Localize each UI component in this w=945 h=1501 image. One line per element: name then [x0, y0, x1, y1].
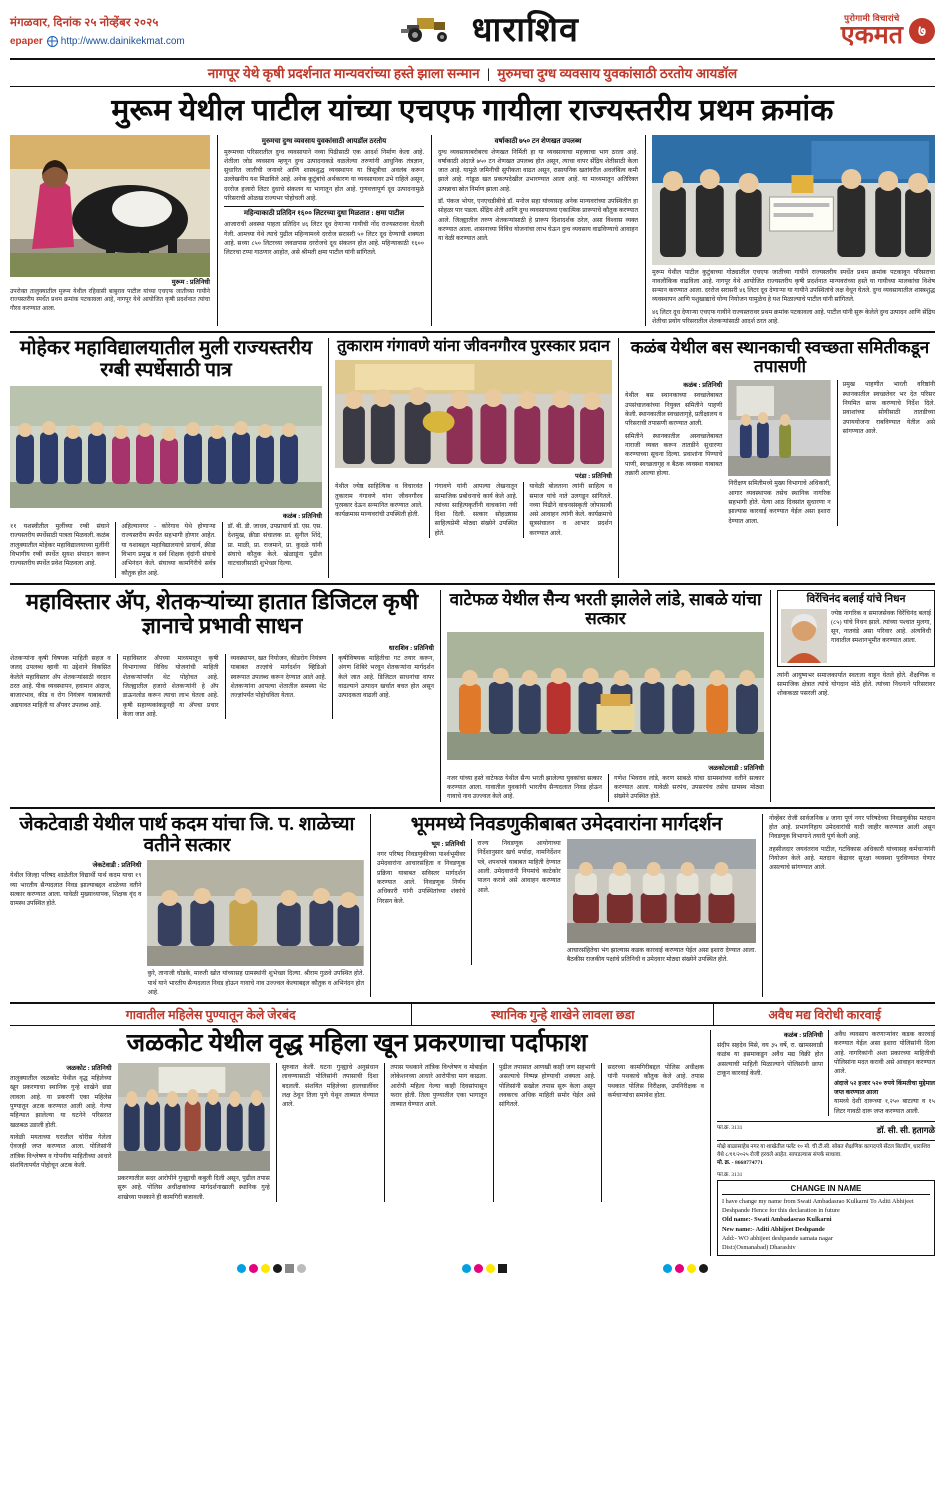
lead-headline: मुरूम येथील पाटील यांच्या एचएफ गायीला राज्यस्तरीय प्रथम क्रमांक	[111, 94, 834, 127]
registration-mark	[249, 1264, 258, 1273]
liquor-byline: कळंब : प्रतिनिधी	[783, 1032, 823, 1040]
registration-mark	[297, 1264, 306, 1273]
globe-icon	[47, 36, 58, 47]
lead-photo-byline: मुरूम : प्रतिनिधी	[171, 278, 210, 286]
registration-mark	[498, 1264, 507, 1273]
row-4	[10, 809, 935, 1004]
story-award	[328, 338, 618, 577]
lead-photo	[10, 135, 210, 277]
ad-block-1	[717, 1121, 935, 1136]
name-change-body: I have change my name from Swati Ambadasrao Kulkarni To Aditi Abhijeet Deshpande Hence for this declaration in future	[722, 1198, 914, 1215]
lead-secondary-photo	[652, 135, 935, 265]
registration-mark	[663, 1264, 672, 1273]
liquor-col1: संदीप सहदेव मिसे, वय ३५ वर्षे, रा. खामसवाडी कळंब या इसमाकडून अवैध मद्य विक्री होत असल्याची माहिती मिळाल्याने पोलिसांनी छापा टाकून कारवाई केली.	[717, 1042, 823, 1078]
row4-right-column	[762, 814, 935, 997]
right-rail	[710, 1030, 935, 1256]
parth-byline: जेकटेवाडी : प्रतिनिधी	[92, 862, 142, 870]
murder-col4: तपास पथकाने तांत्रिक विश्लेषण व मोबाईल लोकेशनच्या आधारे आरोपीचा माग काढला. आरोपी महिला गेल्या काही दिवसांपासून फरार होती. तिला पुण्यातील एका भागातून ताब्यात घेण्यात आले.	[390, 1064, 487, 1109]
color-registration-bar	[10, 1260, 935, 1273]
epaper-label: epaper	[10, 35, 43, 47]
masthead	[10, 6, 935, 60]
lead-col1-p1: मुरूमच्या परिसरातील दुग्ध व्यवसायाने नव्या पिढीसाठी एक आदर्श निर्माण केला आहे. शेतीला जोड व्यवसाय म्हणून दुग्ध उत्पादनाकडे वळलेल्या तरुणांनी आधुनिक तंत्रज्ञान, सुधारित जातीची जनावरे आणि शास्त्रशुद्ध व्यवस्थापन या त्रिसूत्रीचा अवलंब करून उल्लेखनीय यश मिळविले आहे. अनेक कुटुंबांचे अर्थकारण या व्यवसायावर उभे राहिले असून, दररोज हजारो लिटर दुधाचे संकलन या भागातून होत आहे. गुणवत्तापूर्ण दूध उत्पादनामुळे परिसराची ओळख राज्यभर पोहोचली आहे.	[224, 148, 424, 203]
ad3-ref: फा.क्र. 3131	[717, 1172, 743, 1179]
page-number-badge: ७	[909, 18, 935, 44]
rugby-col1: अहिल्यानगर - कोरेगाव येथे होणाऱ्या राज्यस्तरीय स्पर्धेत सहभागी होणार आहेत. या यशाबद्दल महाविद्यालयाचे प्राचार्य, क्रीडा विभाग प्रमुख व सर्व शिक्षक वृंदांनी संघाचे अभिनंदन केले. संघाच्या कामगिरीचे सर्वत्र कौतुक होत आहे.	[121, 523, 216, 577]
strip-left: गावातील महिलेस पुण्यातून केले जेरबंद	[125, 1008, 296, 1023]
award-caption: येथील ज्येष्ठ साहित्यिक व विचारवंत तुकाराम गंगावणे यांना जीवनगौरव पुरस्कार देऊन सन्मानित करण्यात आले. कार्यक्रमास मान्यवरांची उपस्थिती होती.	[335, 483, 423, 519]
liquor-col2: अवैध व्यवसाय करणाऱ्यांवर कडक कारवाई करण्यात येईल असा इशारा पोलिसांनी दिला आहे. नागरिकांनी अशा प्रकारच्या माहितीची पोलिसांना मदत करावी असे आवाहन करण्यात आले.	[834, 1031, 935, 1076]
busstand-photo	[728, 380, 830, 476]
rugby-photo	[10, 386, 322, 508]
mahavistar-col2: महाविस्तार अ‍ॅपच्या माध्यमातून कृषी विभागाच्या विविध योजनांची माहिती शेतकऱ्यांपर्यंत थेट पोहोचत आहे. जिल्ह्यातील हजारो शेतकऱ्यांनी हे अ‍ॅप डाऊनलोड करून त्याचा लाभ घेतला आहे. कृषी सहाय्यकांकडूनही या अ‍ॅपचा प्रचार केला जात आहे.	[122, 655, 219, 718]
lead-col1-p2: आजाराची अवस्था पाहता प्रतिदिन ४६ लिटर दूध देणाऱ्या गायीची नोंद राज्यस्तरावर घेतली गेली. आमच्या येथे त्याचे पुढील महिन्यामध्ये दररोज सरासरी ५० लिटर दूध देण्याची शक्यता आहे. सध्या ८५० लिटरच्या जवळपास दररोजचे दूध संकलन होत आहे. महिन्याकाठी १६०० लिटरचा टप्पा गाठणार आहोत, असे श्रीमती क्षमा पाटील यांनी सांगितले.	[224, 221, 424, 257]
lead-body	[10, 135, 935, 327]
lead-col-1	[217, 135, 424, 327]
top-teaser-strip	[10, 60, 935, 87]
murder-photo	[118, 1063, 270, 1171]
name-change-notice	[717, 1180, 935, 1256]
story-busstand	[618, 338, 935, 577]
registration-mark	[699, 1264, 708, 1273]
name-change-dist: Dist:(Osmanabad) Dharashiv	[722, 1243, 796, 1251]
teaser-left: नागपूर येथे कृषी प्रदर्शनात मान्यवरांच्या हस्ते झाला सन्मान	[207, 66, 480, 81]
rugby-byline: कळंब : प्रतिनिधी	[282, 513, 322, 521]
army-byline: जळकोटवाडी : प्रतिनिधी	[708, 764, 764, 772]
award-byline: परंडा : प्रतिनिधी	[575, 473, 612, 481]
story-mahavistar	[10, 590, 440, 802]
lead-sub-1: मुरुमचा दुग्ध व्यवसाय युवकांसाठी आयडॉल ठरतोय	[261, 136, 387, 145]
parth-headline: जेकटेवाडी येथील पार्थ कदम यांचा जि. प. शाळेच्या वतीने सत्कार	[19, 813, 355, 857]
mahavistar-col3: व्यवस्थापन, खत नियोजन, कीडरोग नियंत्रण याबाबत तज्ज्ञांचे मार्गदर्शन व्हिडिओ स्वरूपात उपलब्ध करून देण्यात आले आहे. शेतकऱ्यांना आपल्या शेतातील समस्या थेट तज्ज्ञांपर्यंत पोहोचविता येतात.	[230, 655, 327, 700]
registration-mark	[237, 1264, 246, 1273]
army-col1: नजर यांच्या हस्ते वाटेफळ येथील सैन्य भरती झालेल्या युवकांचा सत्कार करण्यात आला. गावातील युवकांनी भारतीय सैन्यदलात निवड होऊन गावाचे नाव उज्ज्वल केले आहे.	[447, 774, 602, 801]
army-headline: वाटेफळ येथील सैन्य भरती झालेले लांडे, साबळे यांचा सत्कार	[449, 589, 762, 628]
tractor-icon	[401, 13, 459, 48]
registration-mark	[474, 1264, 483, 1273]
mahavistar-col4: कृषीविषयक माहितीचा गट तयार करून, अंगण शिबिरे भरवून शेतकऱ्यांना मार्गदर्शन केले जात आहे. डिजिटल साधनांचा वापर वाढल्याने उत्पादन खर्चात बचत होत असून उत्पादकता वाढली आहे.	[338, 655, 434, 700]
award-headline: तुकाराम गंगावणे यांना जीवनगौरव पुरस्कार प्रदान	[337, 338, 610, 356]
lead-col3-p1: मुरूम येथील पाटील कुटुंबाच्या गोठ्यातील एचएफ जातीच्या गायीने राज्यस्तरीय स्पर्धेत प्रथम क्रमांक पटकावून परिसराचा नावलौकिक वाढविला आहे. नागपूर येथे आयोजित राज्यस्तरीय कृषी प्रदर्शनात मान्यवरांच्या हस्ते या गायीच्या मालकांचा विशेष सन्मान करण्यात आला. दररोज सरासरी ४६ लिटर दूध देणाऱ्या या गायीने उपस्थितांचे लक्ष वेधून घेतले. दुग्ध व्यवसायातील शास्त्रशुद्ध व्यवस्थापन आणि पशुखाद्याचे योग्य नियोजन यामुळेच हे यश मिळाल्याचे पाटील यांनी सांगितले.	[652, 268, 935, 304]
busstand-col2: निरीक्षण समितीमध्ये मुख्य विभागाचे अधिकारी, आगार व्यवस्थापक तसेच स्थानिक नागरिक सहभागी होते. येत्या आठ दिवसांत सुधारणा न झाल्यास कारवाई करण्यात येईल असा इशारा देण्यात आला.	[728, 480, 831, 525]
rugby-caption: ११ यशस्वीतील मुलींच्या रग्बी संघाने राज्यस्तरीय स्पर्धेसाठी पात्रता मिळवली. कळंब तालुक्यातील मोहेकर महाविद्यालयाच्या मुलींनी विभागीय रग्बी स्पर्धेत सुयश संपादन करून राज्यस्तरीय स्पर्धेत प्रवेश मिळवला आहे.	[10, 523, 110, 568]
liquor-seized-label: अंदाजे ५२ हजार ५२० रुपये किंमतीचा मुद्देमाल जप्त करण्यात आला	[834, 1079, 935, 1096]
obituary-headline: विरेंचिनंद बलाई यांचे निधन	[806, 593, 906, 605]
lead-photo-caption: उपरोक्त तालुक्यातील मुरूम येथील रहिवासी बाबुराव पाटील यांच्या एचएफ जातीच्या गायीने राज्यस्तरीय स्पर्धेत प्रथम क्रमांक पटकावला आहे, नागपूर येथे आयोजित कृषी प्रदर्शनात त्यांचा गौरव करण्यात आला.	[10, 288, 210, 312]
registration-mark	[687, 1264, 696, 1273]
teaser-right: मुरुमचा दुग्ध व्यवसाय युवकांसाठी ठरतोय आयडॉल	[497, 66, 738, 81]
bhoom-byline: भूम : प्रतिनिधी	[431, 841, 466, 849]
name-change-address: Add:- WO abhijeet deshpande samata nagar	[722, 1234, 833, 1242]
busstand-col3: प्रमुख पाहणीत भारती वरिष्ठांनी स्थानकातील स्वच्छतेवर भर देत परिसर नियमित साफ करण्याचे निर्देश दिले. प्रवाशांच्या सोयीसाठी तातडीच्या उपाययोजना राबविण्यात येतील असे सांगण्यात आले.	[842, 381, 935, 435]
lead-sub-2: महिन्याकाठी प्रतिदिन १६०० लिटरच्या दुधा मिळतात : क्षमा पाटील	[224, 206, 424, 218]
busstand-col1: समितीने स्थानकातील अस्वच्छतेबाबत नाराजी व्यक्त करून तातडीने सुधारणा करण्याच्या सूचना दिल्या. प्रवाशांना पिण्याचे पाणी, स्वच्छतागृह व बैठक व्यवस्था याबाबत तक्रारी आल्या होत्या.	[625, 432, 723, 477]
strip-mid: स्थानिक गुन्हे शाखेने लावला छडा	[491, 1008, 635, 1023]
row4-right-col1: नोव्हेंबर रोजी सार्वजनिक ४ जागा पूर्ण नगर परिषदेच्या निवडणुकीस मतदान होत आहे. प्रभागनिहाय उमेदवारांची यादी जाहीर करण्यात आली असून निवडणूक विभागाने तयारी पूर्ण केली आहे.	[769, 814, 935, 841]
story-murder-case	[10, 1030, 710, 1256]
masthead-left	[10, 15, 245, 47]
obituary-col2: त्यांनी आयुष्यभर समाजकार्यात स्वतःला वाहून घेतले होते. शैक्षणिक व सामाजिक क्षेत्रात त्यांचे योगदान मोठे होते. त्यांच्या निधनाने परिसरावर शोककळा पसरली आहे.	[777, 671, 935, 698]
masthead-right	[735, 13, 935, 48]
obituary-col1: ज्येष्ठ नागरिक व समाजसेवक विरेंचिनंद बलाई (८५) यांचे निधन झाले. त्यांच्या पश्चात मुलगा, सून, नातवंडे असा परिवार आहे. अंत्यविधी गावातील स्मशानभूमीत करण्यात आला.	[831, 609, 931, 645]
story-obituary	[770, 590, 935, 802]
bhoom-headline: भूममध्ये निवडणुकीबाबत उमेदवारांना मार्गदर्शन	[410, 813, 723, 835]
lead-photo-block	[10, 135, 210, 327]
rugby-headline: मोहेकर महाविद्यालयातील मुली राज्यस्तरीय रग्बी स्पर्धेसाठी पात्र	[19, 338, 313, 382]
story-parth-kadam	[10, 814, 370, 997]
epaper-link[interactable]	[10, 36, 245, 47]
bhoom-col3: आचारसंहितेचा भंग झाल्यास कडक कारवाई करण्यात येईल असा इशारा देण्यात आला. बैठकीस राजकीय पक्षांचे प्रतिनिधी व उमेदवार मोठ्या संख्येने उपस्थित होते.	[566, 947, 756, 964]
lead-col2-p1b: दुग्ध व्यवसायाबरोबरच शेणखत निर्मिती हा या व्यवसायाचा महत्त्वाचा भाग ठरला आहे. वर्षाकाठी अंदाजे ७५० टन शेणखत उपलब्ध होत असून, त्याचा वापर सेंद्रिय शेतीसाठी केला जात आहे. यामुळे जमिनीची सुपीकता वाढत असून, रासायनिक खतांवरील अवलंबित्व कमी झाले आहे. गांडूळ खत प्रकल्पदेखील उभारण्यात आला आहे. या माध्यमातून अतिरिक्त उत्पन्नाचा स्रोत निर्माण झाला आहे.	[438, 148, 638, 193]
lead-col-3	[645, 135, 935, 327]
name-change-title: CHANGE IN NAME	[722, 1184, 930, 1195]
obituary-photo	[781, 609, 827, 663]
award-photo	[335, 360, 612, 468]
registration-mark	[486, 1264, 495, 1273]
lead-col3-p2: ४६ लिटर दूध देणाऱ्या एचएफ गायीने राज्यस्तरावर प्रथम क्रमांक पटकावला आहे. पाटील यांनी सुरू केलेले दुग्ध उत्पादन आणि सेंद्रिय शेतीचा प्रयोग परिसरातील शेतकऱ्यांसाठी आदर्श ठरत आहे.	[652, 308, 935, 326]
registration-mark	[675, 1264, 684, 1273]
lead-sub-4: वर्षाकाठी ७५० टन शेणखत उपलब्ध	[494, 136, 582, 145]
murder-col1: तालुक्यातील जळकोट येथील वृद्ध महिलेच्या खून प्रकरणाचा स्थानिक गुन्हे शाखेने छडा लावला आहे. या प्रकरणी एका महिलेस पुण्यातून अटक करण्यात आली आहे. गेल्या महिन्यात झालेल्या या घटनेने परिसरात खळबळ उडाली होती.	[10, 1075, 112, 1129]
name-change-new: New name:- Aditi Abhijeet Deshpande	[722, 1225, 825, 1233]
ad1-name: डॉ. सी. सी. हतागळे	[876, 1124, 935, 1135]
publication-date: मंगळवार, दिनांक २५ नोव्हेंबर २०२५	[10, 16, 159, 29]
mahavistar-headline: महाविस्तार अ‍ॅप, शेतकऱ्यांच्या हातात डिजिटल कृषी ज्ञानाचे प्रभावी साधन	[25, 588, 419, 639]
story-bhoom-election	[370, 814, 762, 997]
busstand-byline: कळंब : प्रतिनिधी	[683, 382, 723, 390]
lead-story	[10, 94, 935, 333]
ad-block-2	[717, 1140, 935, 1167]
ad1-ref: फा.क्र. 3131	[717, 1124, 743, 1131]
busstand-caption: येथील बस स्थानकाच्या स्वच्छतेबाबत उपसंचालकांच्या नियुक्त समितीने पाहणी केली. स्थानकातील स्वच्छतागृहे, प्रतीक्षालय व परिसराची तपासणी करण्यात आली.	[625, 392, 723, 428]
murder-col3: सुरुवात केली. घटना गुन्ह्याचे अनुसंधान लावण्यासाठी पोलिसांनी तपासाची दिशा बदलली. संशयित महिलेच्या हालचालींवर लक्ष ठेवून तिला पुणे येथून ताब्यात घेण्यात आले.	[281, 1064, 379, 1109]
registration-mark	[273, 1264, 282, 1273]
mahavistar-col1: शेतकऱ्यांना कृषी विषयक माहिती सहज व जलद उपलब्ध व्हावी या उद्देशाने विकसित केलेले महाविस्तार अ‍ॅप शेतकऱ्यांसाठी वरदान ठरत आहे. पीक व्यवस्थापन, हवामान अंदाज, बाजारभाव, कीड व रोग नियंत्रण याबाबतची अद्ययावत माहिती या अ‍ॅपवर उपलब्ध आहे.	[10, 655, 111, 709]
murder-col5: पुढील तपासात आणखी काही जण सहभागी असल्याचे निष्पन्न होण्याची शक्यता आहे. पोलिसांनी सखोल तपास सुरू केला असून लवकरच अधिक माहिती समोर येईल असे सांगितले.	[498, 1064, 596, 1109]
ad2-phone: मो. क्र. - 8668774771	[717, 1159, 763, 1166]
murder-headline: जळकोट येथील वृद्ध महिला खून प्रकरणाचा पर्दाफाश	[126, 1030, 588, 1058]
name-change-old: Old name:- Swati Ambadasrao Kulkarni	[722, 1216, 832, 1224]
epaper-url[interactable]: http://www.dainikekmat.com	[60, 35, 185, 47]
story-rugby	[10, 338, 328, 577]
row-5-strip	[10, 1004, 935, 1026]
strip-right: अवैध मद्य विरोधी कारवाई	[768, 1008, 881, 1023]
rugby-col2: डॉ. बी. डी. जाधव, उपप्राचार्य डॉ. एस. एस. देशमुख, क्रीडा संचालक प्रा. सुनील शिंदे, प्रा. माळी, प्रा. राजमाने, प्रा. कुदळे यांनी संघाचे कौतुक केले. खेळाडूंना पुढील वाटचालीसाठी शुभेच्छा दिल्या.	[227, 523, 322, 568]
bhoom-photo	[567, 839, 756, 943]
ekmat-logo: एकमत	[840, 22, 903, 50]
registration-mark	[261, 1264, 270, 1273]
teaser-separator: |	[486, 66, 490, 81]
liquor-seized-detail: यामध्ये देशी दारूच्या १,२५० बाटल्या व १५ लिटर गावठी दारू जप्त करण्यात आली.	[834, 1098, 935, 1115]
parth-photo	[147, 860, 364, 966]
ad-block-3	[717, 1172, 935, 1256]
masthead-center	[245, 13, 735, 48]
bhoom-col1: नगर परिषद निवडणुकीच्या पार्श्वभूमीवर उमेदवारांना आचारसंहिता व निवडणूक प्रक्रिया याबाबत सविस्तर मार्गदर्शन करण्यात आले. निवडणूक निर्णय अधिकारी यांनी उपस्थितांच्या शंकांचे निरसन केले.	[377, 851, 466, 905]
army-photo	[447, 632, 764, 760]
row-3	[10, 585, 935, 809]
mahavistar-byline: धाराशिव : प्रतिनिधी	[388, 645, 434, 653]
bhoom-col2: राज्य निवडणूक आयोगाच्या निर्देशानुसार खर्च मर्यादा, नामनिर्देशन पत्रे, शपथपत्रे याबाबत माहिती देण्यात आली. उमेदवारांनी नियमांचे काटेकोर पालन करावे असे आवाहन करण्यात आले.	[477, 840, 561, 894]
award-col2: यावेळी बोलताना त्यांनी साहित्य व समाज यांचे नाते उलगडून सांगितले. नव्या पिढीने वाचनसंस्कृती जोपासावी असे आवाहन त्यांनी केले. कार्यक्रमाचे सूत्रसंचालन व आभार प्रदर्शन करण्यात आले.	[529, 483, 613, 537]
award-col1: गंगावणे यांनी आपल्या लेखनातून सामाजिक प्रबोधनाचे कार्य केले आहे. त्यांच्या साहित्यकृतींनी वाचकांना नवी दिशा दिली. सत्कार सोहळ्यास साहित्यप्रेमी मोठ्या संख्येने उपस्थित होते.	[434, 483, 518, 537]
busstand-headline: कळंब येथील बस स्थानकाची स्वच्छता समितीकडून तपासणी	[630, 338, 930, 377]
story-armyfelicitation	[440, 590, 770, 802]
murder-byline: जळकोट : प्रतिनिधी	[66, 1065, 112, 1073]
murder-col6: सदरच्या कामगिरीबद्दल पोलिस अधीक्षक यांनी पथकाचे कौतुक केले आहे. तपास पथकात पोलिस निरीक्षक, उपनिरीक्षक व कर्मचाऱ्यांचा समावेश होता.	[607, 1064, 704, 1100]
registration-mark	[462, 1264, 471, 1273]
row4-right-col2: तहसीलदार जयवंतराव पाटील, गटविकास अधिकारी यांच्यासह कर्मचाऱ्यांनी नियोजन केले आहे. मतदान केंद्रावर सुरक्षा व्यवस्था पुरविण्यात येणार असल्याचे सांगण्यात आले.	[769, 845, 935, 872]
page-title: धाराशिव	[471, 11, 579, 49]
parth-col2: कुरे, तानाजी घोडके, मारुती खोत यांच्यासह ग्रामस्थांनी शुभेच्छा दिल्या. श्रीराम गुळवे उपस्थित होते. पार्थ याने भारतीय सैन्यदलात निवड होऊन गावाचे नाव उज्ज्वल केल्याबद्दल कौतुक व अभिनंदन होत आहे.	[147, 970, 364, 996]
lead-col-2	[431, 135, 638, 327]
registration-mark	[285, 1264, 294, 1273]
ad2-text: मोक्षे बाळासाहेब नगर या शाखेतील फ्लॅट १० मो. ची टी.सी. सोबत शैक्षणिक कागदपत्रे सेंटल बिल्डींग, धाराशिव येथे ८/११/२०२५ रोजी हरवले आहेत. सापडल्यास संपर्क साधावा.	[717, 1143, 931, 1158]
lead-col2-p2: डॉ. पंकज भोयर, एनएचडीबीचे डॉ. मनोज सहा यांच्यासह अनेक मान्यवरांच्या उपस्थितीत हा सोहळा पार पडला. सेंद्रिय शेती आणि दुग्ध व्यवसायाच्या एकात्मिक प्रारूपाचे कौतुक करण्यात आले. जिल्ह्यातील तरुण शेतकऱ्यांसाठी हे प्रारूप दिशादर्शक ठरेल, असा विश्वास व्यक्त करण्यात आला. शासनाच्या विविध योजनांचा लाभ घेऊन दुग्ध व्यवसाय वाढविण्याचे आवाहन या वेळी करण्यात आले.	[438, 198, 638, 243]
army-col2: गणेश भिवराव लांडे, करण साबळे यांचा ग्रामस्थांच्या वतीने सत्कार करण्यात आला. यावेळी सरपंच, उपसरपंच तसेच ग्रामस्थ मोठ्या संख्येने उपस्थित होते.	[614, 774, 764, 801]
ekmat-tagline: पुरोगामी विचारांचे	[844, 13, 900, 24]
parth-col1: येथील जिल्हा परिषद शाळेतील विद्यार्थी पार्थ कदम याचा १९ व्या भारतीय सैन्यदलात निवड झाल्याबद्दल शाळेच्या वतीने सत्कार करण्यात आला. यावेळी मुख्याध्यापक, शिक्षक वृंद व ग्रामस्थ उपस्थित होते.	[10, 872, 142, 908]
row-5	[10, 1026, 935, 1260]
murder-col1b: यावेळी मयताच्या घरातील चोरीस गेलेला ऐवजही जप्त करण्यात आला. पोलिसांनी तांत्रिक विश्लेषण व गोपनीय माहितीच्या आधारे संशयितापर्यंत पोहोचून अटक केली.	[10, 1133, 112, 1169]
ekmat-brand	[841, 13, 903, 48]
murder-col2: प्रकरणातील सदर आरोपीने गुन्ह्याची कबुली दिली असून, पुढील तपास सुरू आहे. पोलिस अधीक्षकांच्या मार्गदर्शनाखाली स्थानिक गुन्हे शाखेच्या पथकाने ही कामगिरी बजावली.	[117, 1175, 270, 1201]
row-2	[10, 333, 935, 584]
